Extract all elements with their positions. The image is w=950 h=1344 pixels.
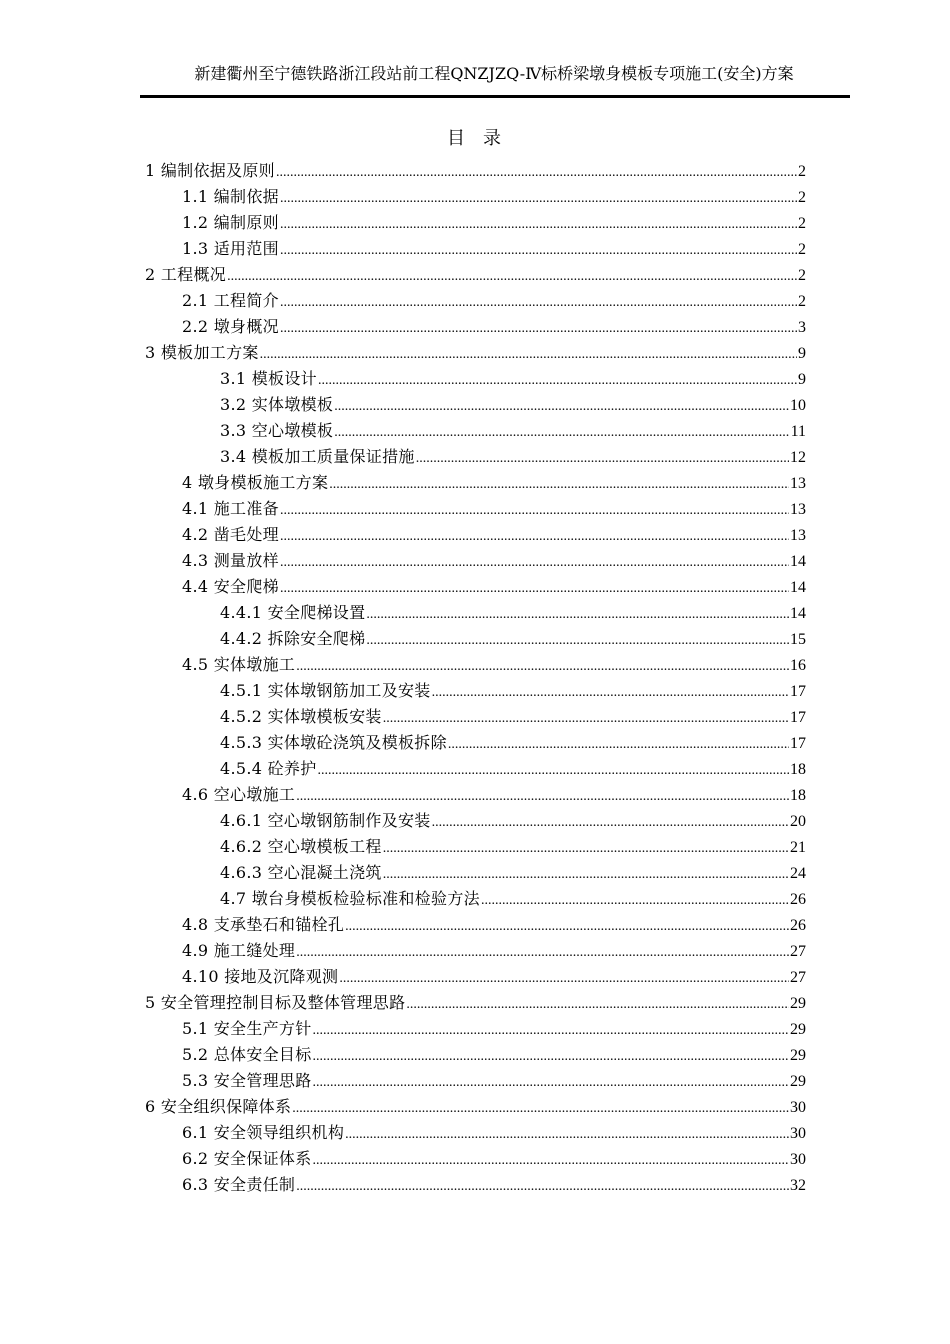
toc-entry-label: 4.7 墩台身模板检验标准和检验方法 [220,889,480,908]
toc-entry-page: 9 [798,345,806,362]
page-header: 新建衢州至宁德铁路浙江段站前工程QNZJZQ-Ⅳ标桥梁墩身模板专项施工(安全)方案 [194,64,794,83]
toc-title-char: 录 [483,128,503,149]
toc-entry-label: 4.10 接地及沉降观测 [182,967,339,986]
toc-entry-page: 30 [790,1151,806,1168]
toc-entry-label: 4.4.2 拆除安全爬梯 [220,629,366,648]
toc-leader-dots [334,422,789,444]
toc-entry-page: 2 [798,163,806,180]
toc-leader-dots [280,552,789,574]
toc-entry-page: 13 [790,501,806,518]
toc-entry-page: 3 [798,319,806,336]
toc-entry[interactable] [220,394,806,416]
toc-entry-page: 29 [790,1073,806,1090]
toc-entry-label: 4.6.2 空心墩模板工程 [220,837,382,856]
toc-leader-dots [296,786,789,808]
toc-entry[interactable] [220,446,806,468]
toc-entry-page: 2 [798,189,806,206]
toc-leader-dots [292,1098,789,1120]
toc-entry-page: 14 [790,605,806,622]
toc-entry-page: 2 [798,293,806,310]
toc-leader-dots [345,1124,789,1146]
toc-entry[interactable] [182,498,806,520]
toc-entry-label: 1.1 编制依据 [182,187,279,206]
toc-leader-dots [280,188,797,210]
toc-entry[interactable] [220,758,806,780]
toc-title-char: 目 [447,128,467,149]
toc-leader-dots [260,344,797,366]
toc-leader-dots [448,734,789,756]
toc-leader-dots [296,942,789,964]
toc-entry[interactable] [220,810,806,832]
toc-entry[interactable] [182,654,806,676]
toc-entry-page: 29 [790,995,806,1012]
toc-entry-label: 4.1 施工准备 [182,499,279,518]
toc-entry[interactable] [182,212,806,234]
toc-entry-label: 5.2 总体安全目标 [182,1045,312,1064]
toc-entry-page: 13 [790,527,806,544]
toc-entry[interactable] [145,160,806,182]
toc-leader-dots [227,266,797,288]
toc-entry-page: 24 [790,865,806,882]
toc-leader-dots [313,1072,789,1094]
toc-entry-page: 17 [790,683,806,700]
toc-entry-page: 11 [790,423,806,440]
toc-leader-dots [318,760,790,782]
toc-entry[interactable] [220,862,806,884]
toc-leader-dots [339,968,789,990]
toc-entry-label: 4.5.2 实体墩模板安装 [220,707,382,726]
toc-entry-label: 3.1 模板设计 [220,369,317,388]
toc-entry-page: 15 [790,631,806,648]
toc-entry[interactable] [220,368,806,390]
toc-entry-page: 26 [790,917,806,934]
toc-entry-label: 4.5.4 砼养护 [220,759,317,778]
toc-leader-dots [280,578,789,600]
toc-leader-dots [345,916,789,938]
toc-entry-page: 30 [790,1125,806,1142]
toc-entry-label: 4.9 施工缝处理 [182,941,296,960]
toc-entry[interactable] [182,1044,806,1066]
toc-entry-page: 29 [790,1021,806,1038]
toc-entry-label: 4.4 安全爬梯 [182,577,279,596]
toc-entry[interactable] [182,290,806,312]
toc-entry-page: 29 [790,1047,806,1064]
toc-entry-label: 4.5 实体墩施工 [182,655,296,674]
toc-entry-page: 16 [790,657,806,674]
toc-entry[interactable] [182,472,806,494]
toc-entry-label: 1 编制依据及原则 [145,161,275,180]
toc-entry-page: 26 [790,891,806,908]
toc-entry-label: 1.3 适用范围 [182,239,279,258]
toc-entry-label: 3.4 模板加工质量保证措施 [220,447,415,466]
toc-entry[interactable] [182,238,806,260]
toc-entry[interactable] [220,732,806,754]
toc-entry-page: 20 [790,813,806,830]
toc-entry-page: 10 [790,397,806,414]
toc-entry-label: 1.2 编制原则 [182,213,279,232]
toc-entry-label: 4.5.1 实体墩钢筋加工及安装 [220,681,431,700]
toc-leader-dots [296,1176,789,1198]
toc-entry-label: 4 墩身模板施工方案 [182,473,329,492]
toc-entry[interactable] [220,628,806,650]
toc-entry[interactable] [182,784,806,806]
toc-entry-page: 9 [798,371,806,388]
toc-entry-label: 4.3 测量放样 [182,551,279,570]
toc-leader-dots [366,604,789,626]
toc-leader-dots [296,656,789,678]
toc-entry[interactable] [182,1018,806,1040]
toc-entry-page: 27 [790,969,806,986]
toc-entry-label: 6 安全组织保障体系 [145,1097,292,1116]
toc-entry[interactable] [220,602,806,624]
toc-entry-page: 2 [798,267,806,284]
toc-entry[interactable] [182,1148,806,1170]
toc-entry-page: 14 [790,579,806,596]
toc-entry-page: 27 [790,943,806,960]
toc-leader-dots [481,890,789,912]
toc-entry[interactable] [220,420,806,442]
toc-entry[interactable] [182,1174,806,1196]
toc-leader-dots [383,708,789,730]
toc-leader-dots [416,448,789,470]
toc-entry-label: 2.2 墩身概况 [182,317,279,336]
toc-leader-dots [318,370,797,392]
toc-leader-dots [313,1046,789,1068]
toc-entry-label: 5.3 安全管理思路 [182,1071,312,1090]
toc-entry[interactable] [182,316,806,338]
toc-leader-dots [406,994,789,1016]
toc-entry-label: 3 模板加工方案 [145,343,259,362]
toc-entry-label: 4.8 支承垫石和锚栓孔 [182,915,345,934]
toc-entry[interactable] [220,680,806,702]
toc-entry[interactable] [182,524,806,546]
toc-entry-label: 2 工程概况 [145,265,227,284]
toc-entry-label: 4.6.3 空心混凝土浇筑 [220,863,382,882]
toc-title [0,126,950,152]
toc-entry-label: 4.6.1 空心墩钢筋制作及安装 [220,811,431,830]
toc-leader-dots [313,1020,789,1042]
toc-leader-dots [276,162,797,184]
toc-entry[interactable] [220,836,806,858]
toc-leader-dots [334,396,789,418]
toc-leader-dots [383,864,789,886]
toc-leader-dots [280,214,797,236]
toc-entry[interactable] [182,914,806,936]
toc-entry-page: 21 [790,839,806,856]
toc-entry[interactable] [182,1122,806,1144]
toc-leader-dots [313,1150,789,1172]
toc-entry-page: 2 [798,241,806,258]
toc-leader-dots [280,292,797,314]
toc-entry-label: 6.2 安全保证体系 [182,1149,312,1168]
toc-entry-label: 4.2 凿毛处理 [182,525,279,544]
toc-entry[interactable] [145,992,806,1014]
toc-entry-page: 2 [798,215,806,232]
toc-entry-label: 2.1 工程简介 [182,291,279,310]
toc-entry[interactable] [182,550,806,572]
toc-leader-dots [280,318,797,340]
toc-entry[interactable] [220,888,806,910]
toc-entry[interactable] [145,264,806,286]
toc-entry-label: 6.3 安全责任制 [182,1175,296,1194]
header-rule [140,95,850,98]
toc-entry[interactable] [182,940,806,962]
toc-leader-dots [280,526,789,548]
toc-entry[interactable] [182,966,806,988]
toc-entry-page: 17 [790,735,806,752]
toc-entry[interactable] [182,576,806,598]
toc-entry-page: 14 [790,553,806,570]
toc-entry-page: 12 [790,449,806,466]
toc-entry[interactable] [182,1070,806,1092]
toc-entry-page: 17 [790,709,806,726]
toc-entry[interactable] [220,706,806,728]
toc-leader-dots [366,630,789,652]
toc-entry-page: 30 [790,1099,806,1116]
toc-entry[interactable] [182,186,806,208]
toc-entry-label: 3.2 实体墩模板 [220,395,334,414]
toc-leader-dots [329,474,789,496]
toc-entry-page: 18 [790,761,806,778]
toc-entry-label: 4.6 空心墩施工 [182,785,296,804]
toc-entry-page: 18 [790,787,806,804]
toc-entry-label: 4.5.3 实体墩砼浇筑及模板拆除 [220,733,447,752]
toc-entry-page: 13 [790,475,806,492]
toc-entry[interactable] [145,1096,806,1118]
toc-leader-dots [432,682,789,704]
toc-entry-label: 5 安全管理控制目标及整体管理思路 [145,993,406,1012]
toc-entry-label: 3.3 空心墩模板 [220,421,334,440]
toc-entry[interactable] [145,342,806,364]
toc-entry-label: 4.4.1 安全爬梯设置 [220,603,366,622]
toc-entry-label: 6.1 安全领导组织机构 [182,1123,345,1142]
toc-leader-dots [383,838,789,860]
toc-entry-label: 5.1 安全生产方针 [182,1019,312,1038]
toc-entry-page: 32 [790,1177,806,1194]
toc-leader-dots [280,500,789,522]
toc-leader-dots [432,812,789,834]
toc-leader-dots [280,240,797,262]
